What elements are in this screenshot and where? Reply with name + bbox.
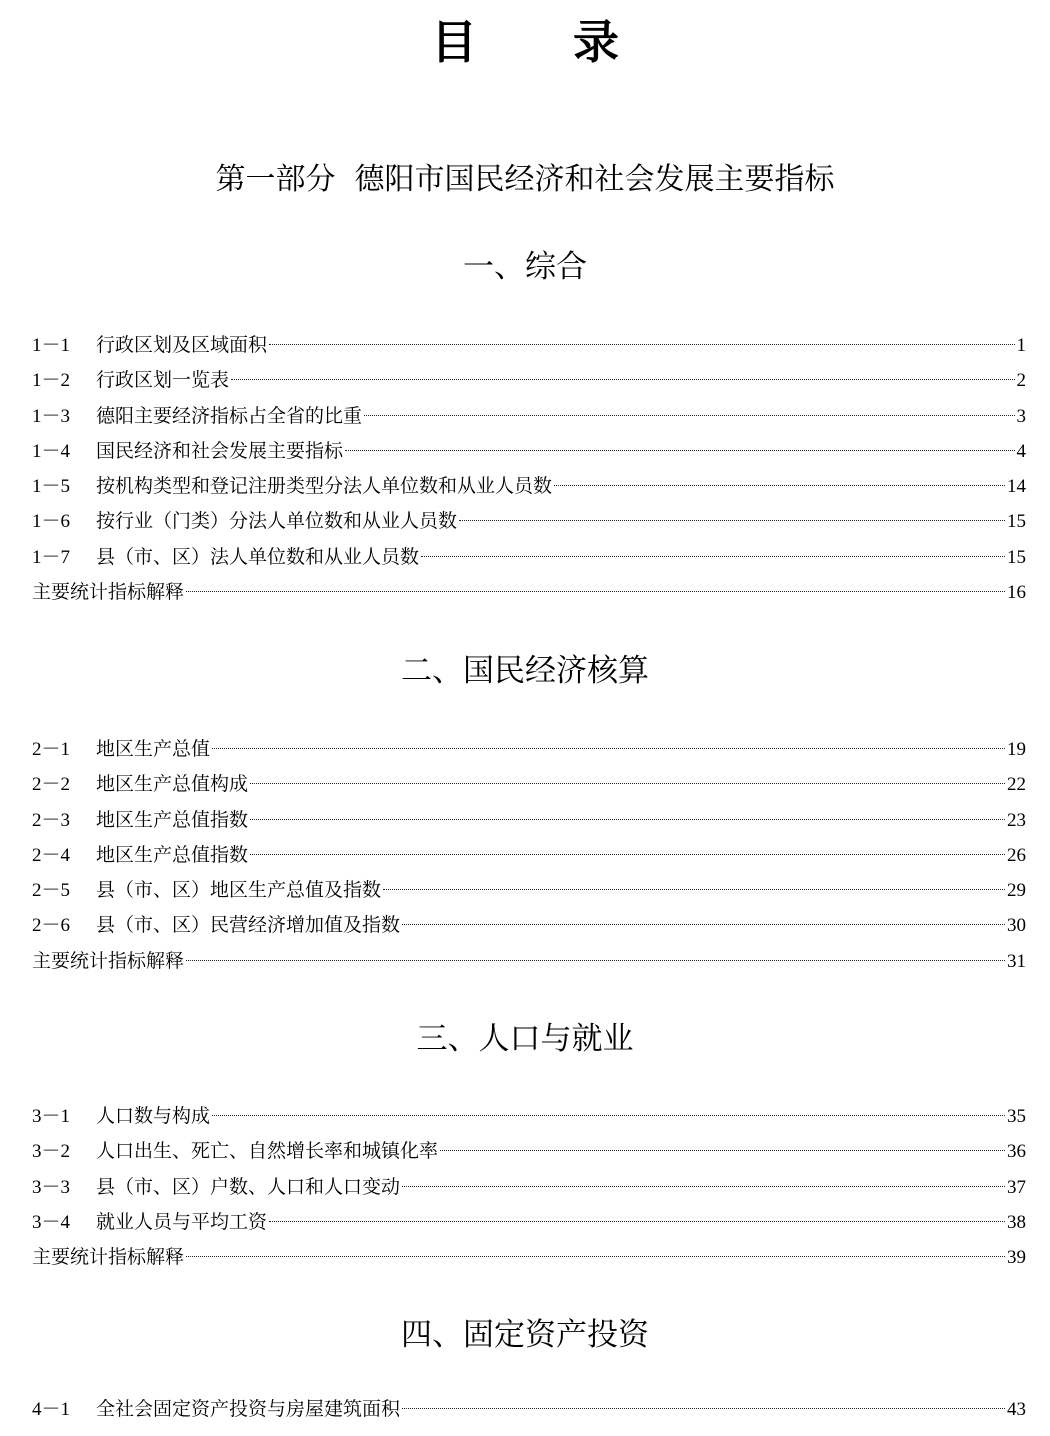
toc-entry-title: 县（市、区）地区生产总值及指数: [96, 879, 382, 902]
toc-entry[interactable]: [32, 1205, 1026, 1240]
toc-entry-title: 地区生产总值构成: [96, 773, 249, 796]
toc-list-3: [32, 1099, 1026, 1275]
toc-entry-page-number: 39: [1007, 1247, 1026, 1269]
section-heading-2: 二、国民经济核算: [401, 653, 649, 689]
section-heading-1: 一、综合: [463, 249, 587, 285]
toc-entry-number: 2－3: [32, 809, 71, 831]
toc-entry[interactable]: [32, 1240, 1026, 1275]
toc-entry-number: 3－3: [32, 1176, 71, 1198]
toc-entry[interactable]: [32, 1099, 1026, 1134]
toc-entry-title: 就业人员与平均工资: [96, 1210, 268, 1233]
toc-entry-page-number: 16: [1007, 582, 1026, 604]
dot-leader: [459, 520, 1005, 521]
dot-leader: [402, 924, 1005, 925]
toc-entry[interactable]: [32, 363, 1026, 398]
toc-entry-page-number: 26: [1007, 844, 1026, 866]
section-heading-3: 三、人口与就业: [416, 1021, 634, 1057]
toc-entry[interactable]: [32, 873, 1026, 908]
dot-leader: [269, 344, 1014, 345]
dot-leader: [269, 1221, 1005, 1222]
toc-entry-number: 3－2: [32, 1141, 71, 1163]
toc-entry-page-number: 22: [1007, 774, 1026, 796]
toc-entry-title: 全社会固定资产投资与房屋建筑面积: [96, 1398, 401, 1420]
toc-entry-number: 2－6: [32, 915, 71, 937]
dot-leader: [402, 1186, 1005, 1187]
toc-entry-number: 2－4: [32, 844, 71, 866]
dot-leader: [402, 1408, 1005, 1409]
toc-entry-title: 按机构类型和登记注册类型分法人单位数和从业人员数: [96, 475, 553, 498]
toc-entry-title: 县（市、区）法人单位数和从业人员数: [96, 545, 420, 568]
toc-entry[interactable]: [32, 732, 1026, 767]
toc-list-2: [32, 732, 1026, 979]
toc-entry-number: 2－5: [32, 880, 71, 902]
toc-entry-number: 1－3: [32, 405, 71, 427]
toc-entry-number: 2－1: [32, 739, 71, 760]
toc-entry-page-number: 30: [1007, 915, 1026, 937]
dot-leader: [383, 889, 1005, 890]
toc-entry-title: 行政区划一览表: [96, 369, 230, 392]
toc-entry[interactable]: [32, 434, 1026, 469]
toc-entry-page-number: 1: [1016, 335, 1026, 356]
toc-entry-title: 国民经济和社会发展主要指标: [96, 439, 344, 462]
toc-entry[interactable]: [32, 944, 1026, 979]
toc-entry-page-number: 23: [1007, 809, 1026, 831]
toc-entry-page-number: 19: [1007, 739, 1026, 760]
toc-entry[interactable]: [32, 838, 1026, 873]
toc-entry-number: 2－2: [32, 774, 71, 796]
dot-leader: [186, 960, 1005, 961]
toc-entry-title: 按行业（门类）分法人单位数和从业人员数: [96, 510, 458, 533]
toc-entry-page-number: 35: [1007, 1106, 1026, 1127]
dot-leader: [345, 450, 1014, 451]
toc-entry[interactable]: [32, 469, 1026, 504]
toc-entry-number: 4－1: [32, 1399, 71, 1420]
section-heading-4: 四、固定资产投资: [401, 1317, 649, 1353]
toc-entry[interactable]: [32, 1170, 1026, 1205]
toc-entry[interactable]: [32, 1392, 1026, 1427]
toc-entry[interactable]: [32, 908, 1026, 943]
toc-entry-title: 地区生产总值指数: [96, 808, 249, 831]
toc-entry[interactable]: [32, 575, 1026, 610]
toc-entry-number: 3－1: [32, 1106, 71, 1127]
toc-entry[interactable]: [32, 803, 1026, 838]
toc-entry-number: 1－5: [32, 476, 71, 498]
toc-entry-number: 1－7: [32, 546, 71, 568]
toc-entry-page-number: 43: [1007, 1399, 1026, 1420]
toc-entry-page-number: 31: [1007, 950, 1026, 972]
toc-entry-title: 人口数与构成: [96, 1105, 211, 1127]
toc-entry-title: 主要统计指标解释: [32, 949, 185, 972]
toc-entry[interactable]: [32, 540, 1026, 575]
toc-entry-page-number: 38: [1007, 1211, 1026, 1233]
toc-entry[interactable]: [32, 504, 1026, 539]
toc-entry-title: 县（市、区）民营经济增加值及指数: [96, 914, 401, 937]
toc-entry-title: 德阳主要经济指标占全省的比重: [96, 404, 363, 427]
dot-leader: [212, 748, 1005, 749]
toc-entry-page-number: 2: [1016, 370, 1026, 392]
dot-leader: [554, 485, 1005, 486]
toc-entry-title: 主要统计指标解释: [32, 581, 185, 604]
part-title: 第一部分 德阳市国民经济和社会发展主要指标: [215, 162, 835, 197]
toc-entry-number: 1－6: [32, 511, 71, 533]
toc-entry-title: 行政区划及区域面积: [96, 334, 268, 356]
toc-entry-number: 1－2: [32, 370, 71, 392]
dot-leader: [440, 1150, 1005, 1151]
toc-entry-page-number: 4: [1016, 440, 1026, 462]
toc-list-4: [32, 1392, 1026, 1427]
dot-leader: [186, 591, 1005, 592]
toc-entry-page-number: 29: [1007, 880, 1026, 902]
toc-entry-page-number: 37: [1007, 1176, 1026, 1198]
toc-list-1: [32, 328, 1026, 610]
toc-entry[interactable]: [32, 399, 1026, 434]
toc-entry-title: 主要统计指标解释: [32, 1246, 185, 1269]
dot-leader: [364, 415, 1014, 416]
dot-leader: [250, 783, 1005, 784]
toc-entry[interactable]: [32, 1134, 1026, 1169]
toc-entry-page-number: 36: [1007, 1141, 1026, 1163]
toc-entry-page-number: 3: [1016, 405, 1026, 427]
dot-leader: [186, 1256, 1005, 1257]
toc-entry-page-number: 15: [1007, 546, 1026, 568]
toc-entry-page-number: 15: [1007, 511, 1026, 533]
toc-entry-number: 1－1: [32, 335, 71, 356]
toc-entry-number: 1－4: [32, 440, 71, 462]
dot-leader: [421, 556, 1005, 557]
toc-entry[interactable]: [32, 328, 1026, 363]
toc-entry-number: 3－4: [32, 1211, 71, 1233]
toc-entry-title: 地区生产总值指数: [96, 843, 249, 866]
dot-leader: [231, 379, 1014, 380]
toc-entry-title: 人口出生、死亡、自然增长率和城镇化率: [96, 1140, 439, 1163]
dot-leader: [250, 854, 1005, 855]
page-title: 目录: [431, 15, 715, 69]
toc-entry[interactable]: [32, 767, 1026, 802]
toc-entry-title: 地区生产总值: [96, 738, 211, 760]
toc-entry-title: 县（市、区）户数、人口和人口变动: [96, 1175, 401, 1198]
dot-leader: [250, 819, 1005, 820]
toc-entry-page-number: 14: [1007, 476, 1026, 498]
dot-leader: [212, 1115, 1005, 1116]
